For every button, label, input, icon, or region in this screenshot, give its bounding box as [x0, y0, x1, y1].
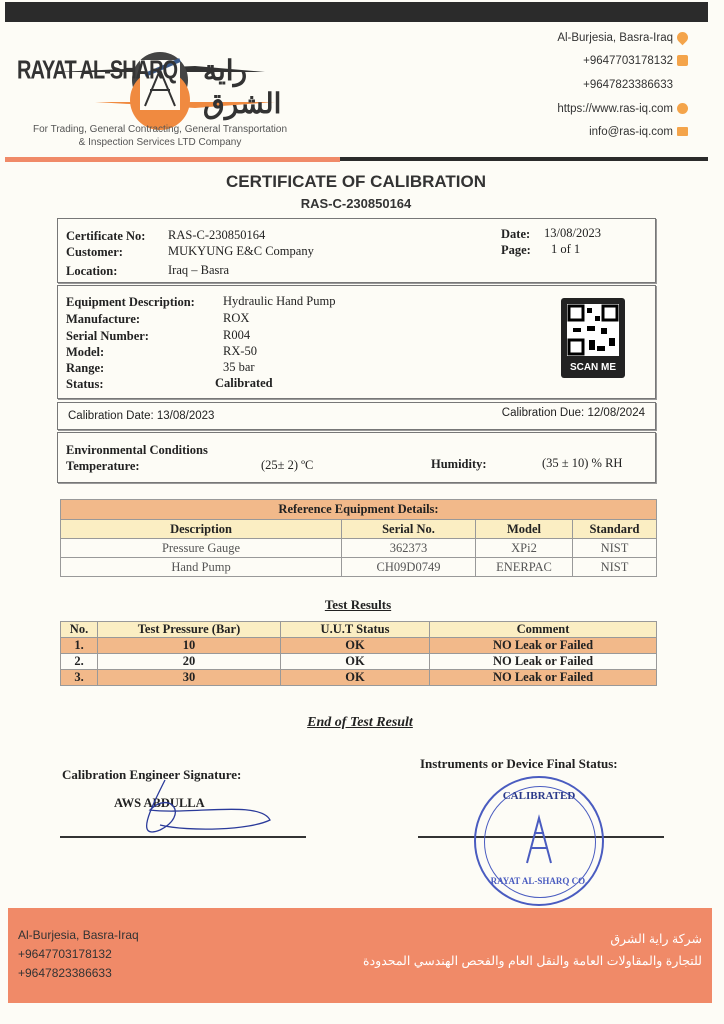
table-cell: NO Leak or Failed	[430, 670, 657, 686]
tagline-line-1: For Trading, General Contracting, General Transportation	[32, 124, 288, 135]
page-title: CERTIFICATE OF CALIBRATION	[225, 172, 486, 191]
website-link[interactable]: https://www.ras-iq.com	[557, 103, 673, 115]
manufacture-value: ROX	[223, 311, 250, 325]
environment-title: Environmental Conditions	[66, 443, 208, 457]
address-text: Al-Burjesia, Basra-Iraq	[557, 32, 673, 44]
engineer-signature-label: Calibration Engineer Signature:	[62, 767, 242, 782]
table-cell: XPi2	[476, 539, 573, 558]
temperature-value: (25± 2) ºC	[261, 458, 314, 472]
calibration-dates-box	[57, 402, 656, 430]
mail-icon	[677, 127, 688, 136]
table-row	[61, 638, 657, 654]
qr-code-icon	[567, 304, 619, 356]
test-header-row	[61, 622, 657, 638]
reference-header: Serial No.	[342, 520, 476, 539]
table-cell: NO Leak or Failed	[430, 654, 657, 670]
table-row	[61, 558, 657, 577]
customer-value: MUKYUNG E&C Company	[168, 244, 314, 258]
range-value: 35 bar	[223, 360, 255, 374]
cert-no-value: RAS-C-230850164	[168, 228, 266, 242]
model-label: Model:	[66, 345, 105, 359]
logo-text-en: RAYAT AL-SHARQ	[17, 56, 178, 86]
footer-contact	[18, 926, 139, 983]
environment-box	[57, 432, 656, 483]
final-status-label: Instruments or Device Final Status:	[420, 756, 618, 771]
footer-phone-1: +9647703178132	[18, 947, 112, 961]
humidity-label: Humidity:	[431, 457, 487, 471]
location-pin-icon	[675, 30, 691, 46]
equipment-desc-value: Hydraulic Hand Pump	[223, 294, 336, 308]
reference-header: Description	[61, 520, 342, 539]
footer	[8, 908, 712, 1003]
reference-equipment-table	[60, 499, 657, 577]
table-row	[61, 670, 657, 686]
header-phone-2: +9647823386633	[583, 79, 673, 91]
stamp-calibrated-text: CALIBRATED	[502, 790, 576, 802]
humidity-value: (35 ± 10) % RH	[542, 456, 623, 470]
serial-label: Serial Number:	[66, 329, 149, 343]
table-cell: OK	[281, 638, 430, 654]
test-header: Comment	[430, 622, 657, 638]
customer-label: Customer:	[66, 245, 123, 259]
stamp-rig-icon	[519, 808, 559, 868]
table-cell: 10	[98, 638, 281, 654]
header-website[interactable]	[557, 103, 688, 115]
location-label: Location:	[66, 264, 118, 278]
table-cell: 3.	[61, 670, 98, 686]
temperature-label: Temperature:	[66, 459, 140, 473]
cert-no-label: Certificate No:	[66, 229, 146, 243]
engineer-signature-line	[60, 836, 306, 838]
table-cell: 362373	[342, 539, 476, 558]
footer-phone-2: +9647823386633	[18, 966, 112, 980]
qr-code[interactable]	[561, 298, 625, 378]
table-cell: Hand Pump	[61, 558, 342, 577]
date-label: Date:	[501, 227, 531, 241]
company-stamp	[474, 776, 604, 906]
range-label: Range:	[66, 361, 105, 375]
manufacture-label: Manufacture:	[66, 312, 141, 326]
table-cell: CH09D0749	[342, 558, 476, 577]
tagline	[10, 123, 310, 149]
page-value: 1 of 1	[551, 242, 581, 256]
table-row	[61, 654, 657, 670]
equipment-box	[57, 285, 656, 399]
table-cell: ENERPAC	[476, 558, 573, 577]
table-cell: OK	[281, 670, 430, 686]
logo-text-ar: راية الشرق	[203, 55, 282, 119]
test-header: Test Pressure (Bar)	[98, 622, 281, 638]
reference-table-title: Reference Equipment Details:	[61, 500, 657, 520]
table-cell: 30	[98, 670, 281, 686]
table-cell: OK	[281, 654, 430, 670]
footer-arabic-line-1: شركة راية الشرق	[610, 932, 702, 946]
page-label: Page:	[501, 243, 531, 257]
header-address	[557, 32, 688, 44]
footer-arabic-line-2: للتجارة والمقاولات العامة والنقل العام والفحص الهندسي المحدودة	[363, 954, 702, 968]
status-value: Calibrated	[215, 376, 273, 390]
table-cell: 1.	[61, 638, 98, 654]
footer-address: Al-Burjesia, Basra-Iraq	[18, 928, 139, 942]
table-cell: 2.	[61, 654, 98, 670]
phone-text: +9647703178132	[583, 55, 673, 67]
tagline-line-2: & Inspection Services LTD Company	[78, 137, 242, 148]
header-email[interactable]	[589, 126, 688, 138]
scan-me-label: SCAN ME	[569, 362, 617, 373]
table-cell: Pressure Gauge	[61, 539, 342, 558]
header-phone-1	[583, 55, 688, 67]
model-value: RX-50	[223, 344, 258, 358]
engineer-name: AWS ABDULLA	[114, 796, 205, 810]
calibration-date	[68, 410, 214, 422]
table-cell: NO Leak or Failed	[430, 638, 657, 654]
calibration-date-label: Calibration Date:	[68, 410, 154, 422]
table-row	[61, 539, 657, 558]
table-cell: NIST	[573, 539, 657, 558]
date-value: 13/08/2023	[544, 226, 601, 240]
test-results-table	[60, 621, 657, 686]
signature-scribble-icon	[130, 770, 280, 840]
certificate-info-box	[57, 218, 656, 283]
reference-header: Standard	[573, 520, 657, 539]
top-bar	[5, 2, 708, 22]
reference-header: Model	[476, 520, 573, 539]
test-header: U.U.T Status	[281, 622, 430, 638]
calibration-due-value: 12/08/2024	[587, 407, 645, 419]
location-value: Iraq – Basra	[168, 263, 230, 277]
globe-icon	[677, 103, 688, 114]
table-cell: 20	[98, 654, 281, 670]
certificate-code: RAS-C-230850164	[300, 196, 412, 211]
header-divider-orange	[5, 157, 340, 162]
equipment-desc-label: Equipment Description:	[66, 295, 195, 309]
phone-icon	[677, 55, 688, 66]
reference-header-row	[61, 520, 657, 539]
table-cell: NIST	[573, 558, 657, 577]
header-divider-dark	[340, 157, 708, 161]
status-label: Status:	[66, 377, 104, 391]
email-link[interactable]: info@ras-iq.com	[589, 126, 673, 138]
end-of-test-result: End of Test Result	[307, 715, 413, 730]
footer-arabic	[363, 928, 702, 972]
serial-value: R004	[223, 328, 251, 342]
calibration-due	[502, 407, 645, 419]
test-results-title: Test Results	[324, 597, 392, 612]
calibration-date-value: 13/08/2023	[156, 410, 215, 422]
test-header: No.	[61, 622, 98, 638]
stamp-company-text: RAYAT AL-SHARQ CO.	[490, 876, 588, 886]
calibration-due-label: Calibration Due:	[501, 407, 585, 419]
